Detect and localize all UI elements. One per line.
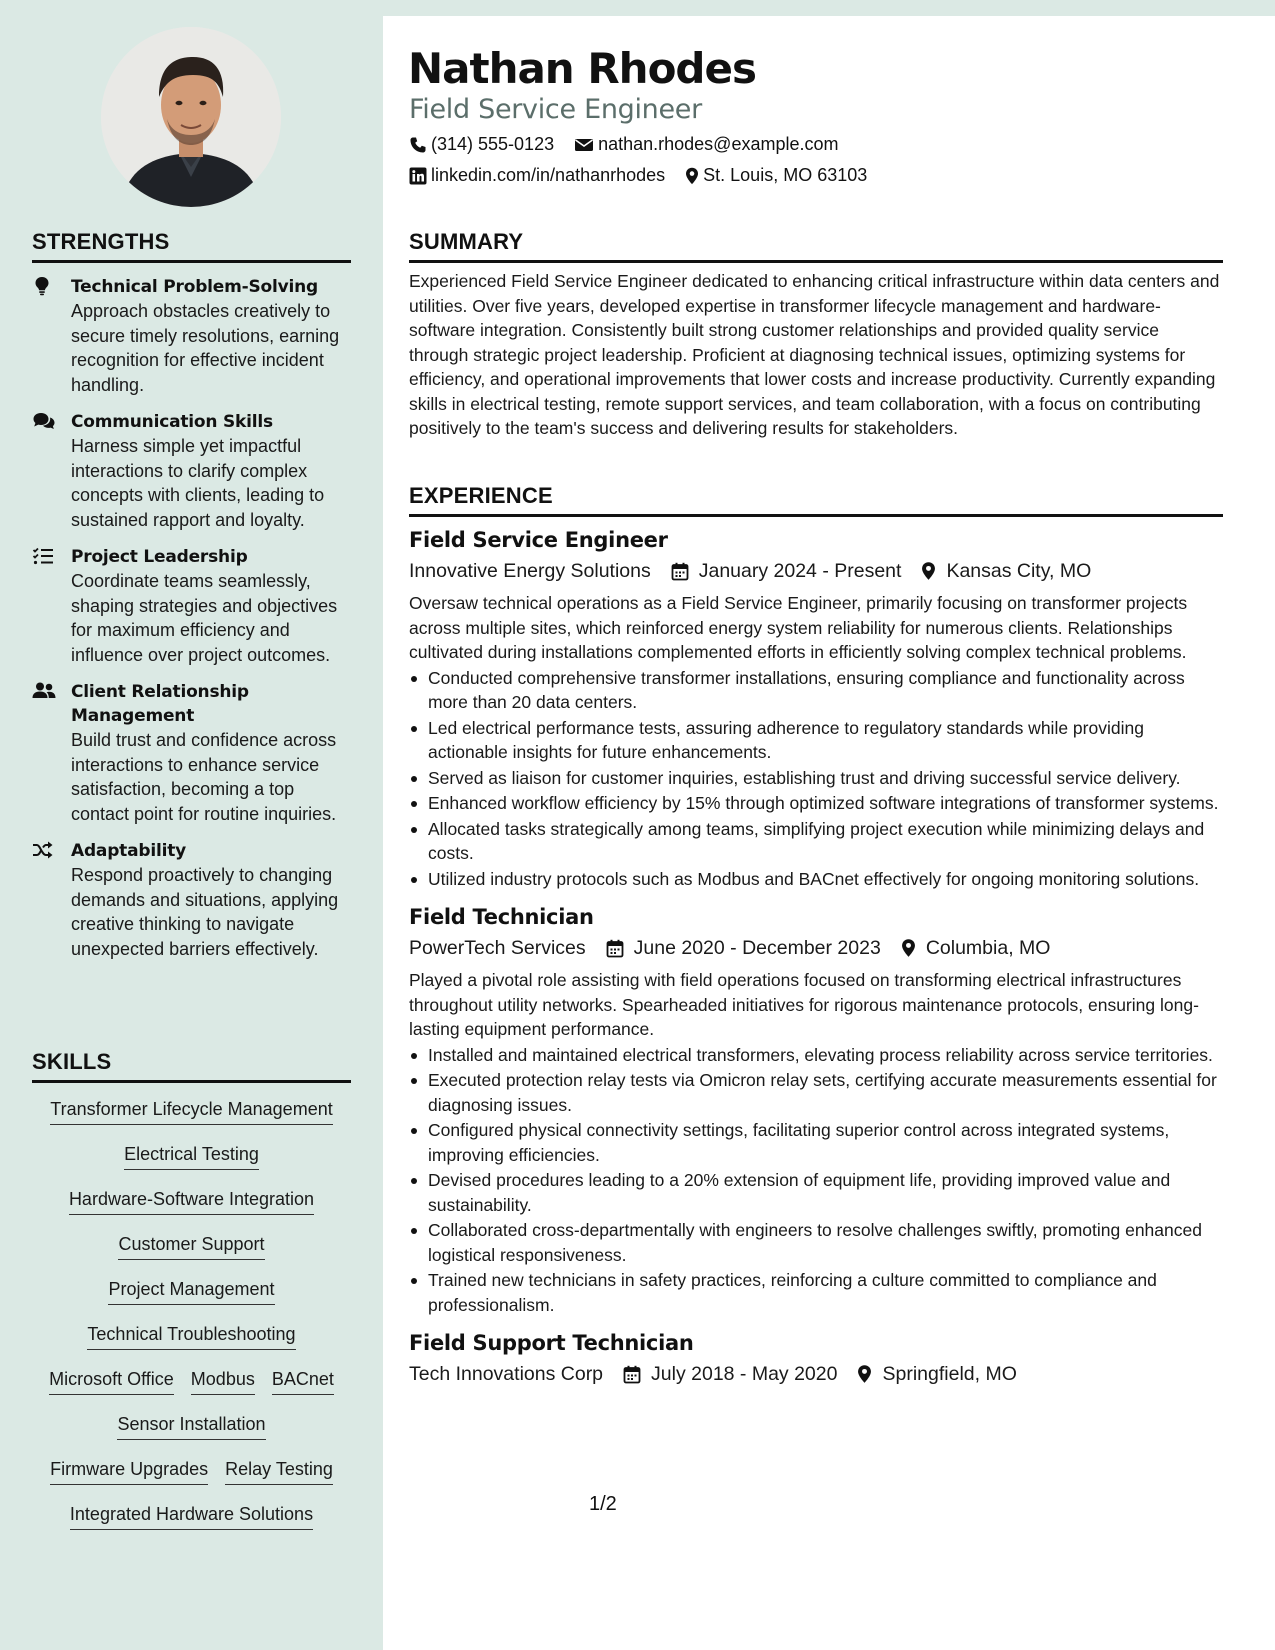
job-meta — [409, 556, 1223, 586]
job-dates-text: July 2018 - May 2020 — [651, 1363, 838, 1385]
job-location — [921, 556, 1091, 586]
chat-bubbles-icon — [32, 411, 56, 431]
user-group-icon — [32, 681, 56, 701]
job-dates — [671, 556, 902, 586]
phone-icon — [409, 136, 427, 154]
map-pin-icon — [857, 1364, 872, 1384]
job-bullets — [409, 666, 1223, 892]
skill-tag: Relay Testing — [225, 1457, 333, 1485]
skill-tag: Electrical Testing — [124, 1142, 259, 1170]
phone-text: (314) 555-0123 — [431, 134, 555, 154]
skill-tag: Technical Troubleshooting — [87, 1322, 295, 1350]
skill-row — [32, 1097, 351, 1142]
envelope-icon — [574, 137, 594, 153]
candidate-title: Field Service Engineer — [409, 94, 702, 125]
avatar-icon — [101, 27, 281, 207]
main-content — [383, 16, 1275, 1650]
skill-tag: Integrated Hardware Solutions — [70, 1502, 313, 1530]
skill-tag: Project Management — [108, 1277, 274, 1305]
job-company: PowerTech Services — [409, 937, 586, 959]
strength-item — [32, 545, 351, 667]
summary-section — [409, 229, 1223, 441]
job-dates-text: January 2024 - Present — [698, 560, 902, 582]
strength-description: Harness simple yet impactful interactions to clarify complex concepts with clients, leading to sustained rapport and loyalty. — [71, 436, 325, 530]
skill-tag: Firmware Upgrades — [50, 1457, 208, 1485]
skill-tag: BACnet — [272, 1367, 334, 1395]
skill-row — [32, 1142, 351, 1187]
strength-description: Respond proactively to changing demands and situations, applying creative thinking to navigate unexpected barriers effectively. — [71, 865, 339, 959]
skill-row — [32, 1277, 351, 1322]
linkedin-contact[interactable] — [409, 165, 665, 186]
skill-tag: Transformer Lifecycle Management — [50, 1097, 332, 1125]
map-pin-icon — [921, 561, 936, 581]
job-bullet: Configured physical connectivity settings, facilitating superior control across integrated systems, improving efficiencies. — [409, 1118, 1223, 1167]
summary-heading: SUMMARY — [409, 229, 1223, 263]
page-indicator: 1/2 — [589, 1493, 617, 1515]
job-bullet: Led electrical performance tests, assuring adherence to regulatory standards while providing actionable insights for future enhancements. — [409, 716, 1223, 765]
skill-tag: Microsoft Office — [49, 1367, 174, 1395]
skill-row — [32, 1187, 351, 1232]
job-bullet: Served as liaison for customer inquiries, establishing trust and driving successful service delivery. — [409, 766, 1223, 791]
skill-tag: Modbus — [191, 1367, 255, 1395]
shuffle-icon — [32, 840, 56, 860]
strength-description: Coordinate teams seamlessly, shaping strategies and objectives for maximum efficiency and influence over project outcomes. — [71, 571, 338, 665]
skill-row — [32, 1322, 351, 1367]
strength-item — [32, 410, 351, 532]
strength-title: Adaptability — [71, 841, 187, 861]
profile-photo — [101, 27, 281, 207]
strength-title: Technical Problem-Solving — [71, 277, 319, 297]
job-title: Field Technician — [409, 905, 594, 929]
strength-item — [32, 275, 351, 397]
job-description: Played a pivotal role assisting with field operations focused on transforming electrical infrastructures throughout utility networks. Spearheaded initiatives for rigorous maintenance protocols, ensuring long-lasting equipment performance. — [409, 970, 1199, 1039]
job-title: Field Support Technician — [409, 1331, 694, 1355]
skill-tag: Hardware-Software Integration — [69, 1187, 314, 1215]
job-dates-text: June 2020 - December 2023 — [633, 937, 881, 959]
skill-tag: Customer Support — [118, 1232, 264, 1260]
job-description: Oversaw technical operations as a Field Service Engineer, primarily focusing on transformer projects across multiple sites, which reinforced energy system reliability for numerous clients. Relationships cultivated during installations complemented efforts in efficiently solving complex technical problems. — [409, 593, 1188, 662]
skill-row — [32, 1232, 351, 1277]
skills-heading: SKILLS — [32, 1049, 351, 1083]
job-bullet: Enhanced workflow efficiency by 15% through optimized software integrations of transformer systems. — [409, 791, 1223, 816]
task-list-icon — [32, 546, 56, 566]
job-location-text: Columbia, MO — [925, 937, 1051, 959]
skills-section — [32, 1049, 351, 1547]
skills-list — [32, 1097, 351, 1547]
job-meta — [409, 933, 1223, 963]
strengths-section — [32, 229, 351, 961]
linkedin-link[interactable]: linkedin.com/in/nathanrhodes — [431, 165, 666, 185]
job-title: Field Service Engineer — [409, 528, 668, 552]
contact-line-2 — [409, 165, 887, 186]
job-bullet: Collaborated cross-departmentally with engineers to resolve challenges swiftly, promoting enhanced logistical responsiveness. — [409, 1218, 1223, 1267]
email-contact[interactable] — [574, 134, 838, 155]
calendar-icon — [606, 939, 624, 958]
summary-text: Experienced Field Service Engineer dedicated to enhancing critical infrastructure within data centers and utilities. Over five years, developed expertise in transformer lifecycle management and hardware-software integration. Consistently built strong customer relationships and provided quality service through strategic project leadership. Proficient at diagnosing technical issues, optimizing systems for efficiency, and operational improvements that lower costs and increase productivity. Currently expanding skills in electrical testing, remote support services, and team collaboration, with a focus on contributing positively to the team's success and delivering results for stakeholders. — [409, 271, 1220, 438]
job-entry — [409, 1329, 1223, 1389]
strength-title: Communication Skills — [71, 412, 273, 432]
job-location-text: Kansas City, MO — [946, 560, 1092, 582]
strengths-heading: STRENGTHS — [32, 229, 351, 263]
skill-tag: Sensor Installation — [117, 1412, 265, 1440]
job-location — [901, 933, 1051, 963]
email-link[interactable]: nathan.rhodes@example.com — [598, 134, 839, 154]
location-contact — [685, 165, 867, 186]
job-meta — [409, 1359, 1223, 1389]
phone-contact — [409, 134, 554, 155]
job-company: Tech Innovations Corp — [409, 1363, 604, 1385]
experience-section — [409, 483, 1223, 1389]
job-bullet: Devised procedures leading to a 20% extension of equipment life, providing improved value and sustainability. — [409, 1168, 1223, 1217]
job-entry — [409, 526, 1223, 891]
skill-row — [32, 1502, 351, 1547]
sidebar — [0, 0, 383, 1650]
job-bullet: Utilized industry protocols such as Modbus and BACnet effectively for ongoing monitoring solutions. — [409, 867, 1223, 892]
strength-item — [32, 680, 351, 826]
job-bullet: Installed and maintained electrical transformers, elevating process reliability across service territories. — [409, 1043, 1223, 1068]
job-bullet: Trained new technicians in safety practices, reinforcing a culture committed to compliance and professionalism. — [409, 1268, 1223, 1317]
job-company: Innovative Energy Solutions — [409, 560, 651, 582]
skill-row — [32, 1412, 351, 1457]
skill-row — [32, 1367, 351, 1412]
contact-line-1 — [409, 134, 859, 155]
strength-title: Client Relationship Management — [71, 682, 249, 726]
calendar-icon — [623, 1365, 641, 1384]
strength-item — [32, 839, 351, 961]
job-bullet: Allocated tasks strategically among teams, simplifying project execution while minimizing delays and costs. — [409, 817, 1223, 866]
job-bullet: Conducted comprehensive transformer installations, ensuring compliance and functionality across more than 20 data centers. — [409, 666, 1223, 715]
strength-description: Build trust and confidence across interactions to enhance service satisfaction, becoming a top contact point for routine inquiries. — [71, 730, 337, 824]
skill-row — [32, 1457, 351, 1502]
map-pin-icon — [685, 167, 699, 185]
location-text: St. Louis, MO 63103 — [703, 165, 868, 185]
experience-heading: EXPERIENCE — [409, 483, 1223, 517]
calendar-icon — [671, 562, 689, 581]
map-pin-icon — [901, 938, 916, 958]
linkedin-icon — [409, 167, 427, 185]
job-location — [857, 1359, 1016, 1389]
job-bullets — [409, 1043, 1223, 1318]
job-dates — [623, 1359, 837, 1389]
strength-title: Project Leadership — [71, 547, 248, 567]
candidate-name: Nathan Rhodes — [408, 44, 756, 93]
job-dates — [606, 933, 881, 963]
strength-description: Approach obstacles creatively to secure timely resolutions, earning recognition for effective incident handling. — [71, 301, 340, 395]
job-location-text: Springfield, MO — [882, 1363, 1017, 1385]
job-bullet: Executed protection relay tests via Omicron relay sets, certifying accurate measurements essential for diagnosing issues. — [409, 1068, 1223, 1117]
lightbulb-icon — [32, 276, 56, 296]
job-entry — [409, 903, 1223, 1317]
